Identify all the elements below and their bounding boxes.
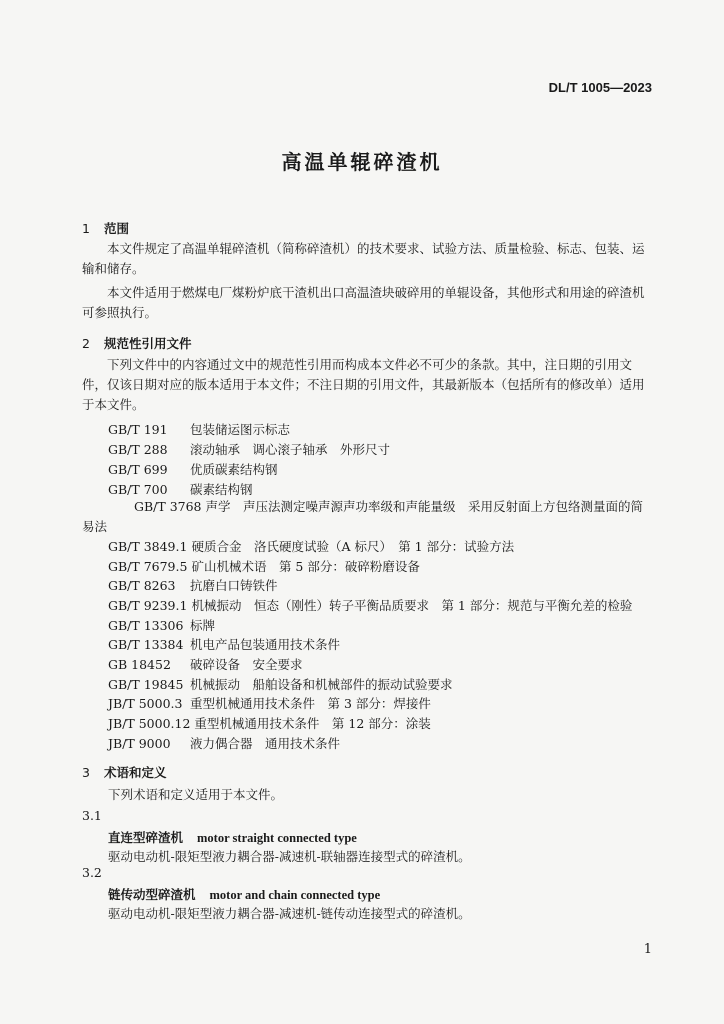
reference-title: 重型机械通用技术条件 第 3 部分：焊接件 <box>190 696 431 711</box>
reference-code: GB/T 7679.5 <box>108 559 188 574</box>
section-title: 术语和定义 <box>104 765 167 780</box>
reference-code: GB/T 288 <box>108 442 168 457</box>
reference-title: 声学 声压法测定噪声源声功率级和声能量级 采用反射面上方包络测量面的简易法 <box>82 499 644 534</box>
reference-item <box>108 480 253 498</box>
page-number: 1 <box>643 942 652 957</box>
paragraph: 本文件适用于燃煤电厂煤粉炉底干渣机出口高温渣块破碎用的单辊设备，其他形式和用途的碎渣机可参照执行。 <box>82 285 645 320</box>
document-code: DL/T 1005—2023 <box>548 80 652 95</box>
reference-item <box>108 576 278 594</box>
reference-title: 优质碳素结构钢 <box>190 462 278 477</box>
term-number: 3.2 <box>82 865 102 880</box>
reference-item <box>108 537 514 555</box>
reference-title: 破碎设备 安全要求 <box>190 657 303 672</box>
reference-item <box>108 635 340 653</box>
reference-title: 包装储运图示标志 <box>190 422 291 437</box>
reference-code: GB/T 191 <box>108 422 168 437</box>
term-entry <box>108 828 357 846</box>
term-number: 3.1 <box>82 808 102 823</box>
reference-title: 碳素结构钢 <box>190 482 253 497</box>
reference-title: 液力偶合器 通用技术条件 <box>190 736 341 751</box>
term-definition: 驱动电动机-限矩型液力耦合器-减速机-链传动连接型式的碎渣机。 <box>108 906 471 921</box>
section-number: 1 <box>82 221 90 236</box>
reference-title: 矿山机械术语 第 5 部分：破碎粉磨设备 <box>191 559 420 574</box>
reference-item <box>108 675 453 693</box>
reference-item <box>108 714 431 732</box>
reference-item <box>108 557 420 575</box>
reference-item <box>108 694 431 712</box>
term-entry <box>108 885 380 903</box>
document-title: 高温单辊碎渣机 <box>281 150 443 174</box>
reference-code: GB/T 13384 <box>108 637 184 652</box>
reference-code: GB/T 13306 <box>108 618 184 633</box>
reference-item <box>108 734 340 752</box>
section-number: 3 <box>82 765 90 780</box>
reference-title: 机电产品包装通用技术条件 <box>190 637 341 652</box>
reference-code: GB/T 8263 <box>108 578 176 593</box>
reference-item <box>108 616 215 634</box>
paragraph: 下列文件中的内容通过文中的规范性引用而构成本文件必不可少的条款。其中，注日期的引用文件，仅该日期对应的版本适用于本文件；不注日期的引用文件，其最新版本（包括所有的修改单）适用于本文件。 <box>82 357 645 412</box>
reference-item <box>108 420 290 438</box>
reference-code: GB/T 700 <box>108 482 168 497</box>
reference-code: JB/T 9000 <box>108 736 171 751</box>
reference-code: GB/T 3768 <box>134 499 202 514</box>
reference-title: 硬质合金 洛氏硬度试验（A 标尺） 第 1 部分：试验方法 <box>191 539 515 554</box>
reference-code: GB/T 9239.1 <box>108 598 188 613</box>
reference-title: 滚动轴承 调心滚子轴承 外形尺寸 <box>190 442 391 457</box>
term-en: motor and chain connected type <box>209 888 381 902</box>
section-2-heading <box>82 334 192 352</box>
reference-code: GB 18452 <box>108 657 171 672</box>
section-title: 规范性引用文件 <box>104 336 192 351</box>
reference-item <box>108 460 278 478</box>
reference-item <box>82 497 654 537</box>
term-zh: 直连型碎渣机 <box>108 830 184 845</box>
reference-code: JB/T 5000.12 <box>108 716 191 731</box>
reference-code: GB/T 19845 <box>108 677 184 692</box>
reference-code: GB/T 699 <box>108 462 168 477</box>
term-definition: 驱动电动机-限矩型液力耦合器-减速机-联轴器连接型式的碎渣机。 <box>108 849 471 864</box>
term-zh: 链传动型碎渣机 <box>108 887 196 902</box>
paragraph: 下列术语和定义适用于本文件。 <box>108 787 284 802</box>
section-3-heading <box>82 763 167 781</box>
reference-title: 机械振动 船舶设备和机械部件的振动试验要求 <box>190 677 453 692</box>
reference-title: 标牌 <box>190 618 216 633</box>
term-en: motor straight connected type <box>197 831 357 845</box>
reference-title: 抗磨白口铸铁件 <box>190 578 278 593</box>
reference-title: 机械振动 恒态（刚性）转子平衡品质要求 第 1 部分：规范与平衡允差的检验 <box>191 598 633 613</box>
section-1-heading <box>82 219 129 237</box>
reference-code: GB/T 3849.1 <box>108 539 188 554</box>
reference-item <box>108 596 632 614</box>
reference-title: 重型机械通用技术条件 第 12 部分：涂装 <box>194 716 431 731</box>
reference-item <box>108 440 390 458</box>
section-number: 2 <box>82 336 90 351</box>
reference-item <box>108 655 303 673</box>
paragraph: 本文件规定了高温单辊碎渣机（简称碎渣机）的技术要求、试验方法、质量检验、标志、包装、运输和储存。 <box>82 241 645 276</box>
section-title: 范围 <box>104 221 130 236</box>
reference-code: JB/T 5000.3 <box>108 696 183 711</box>
